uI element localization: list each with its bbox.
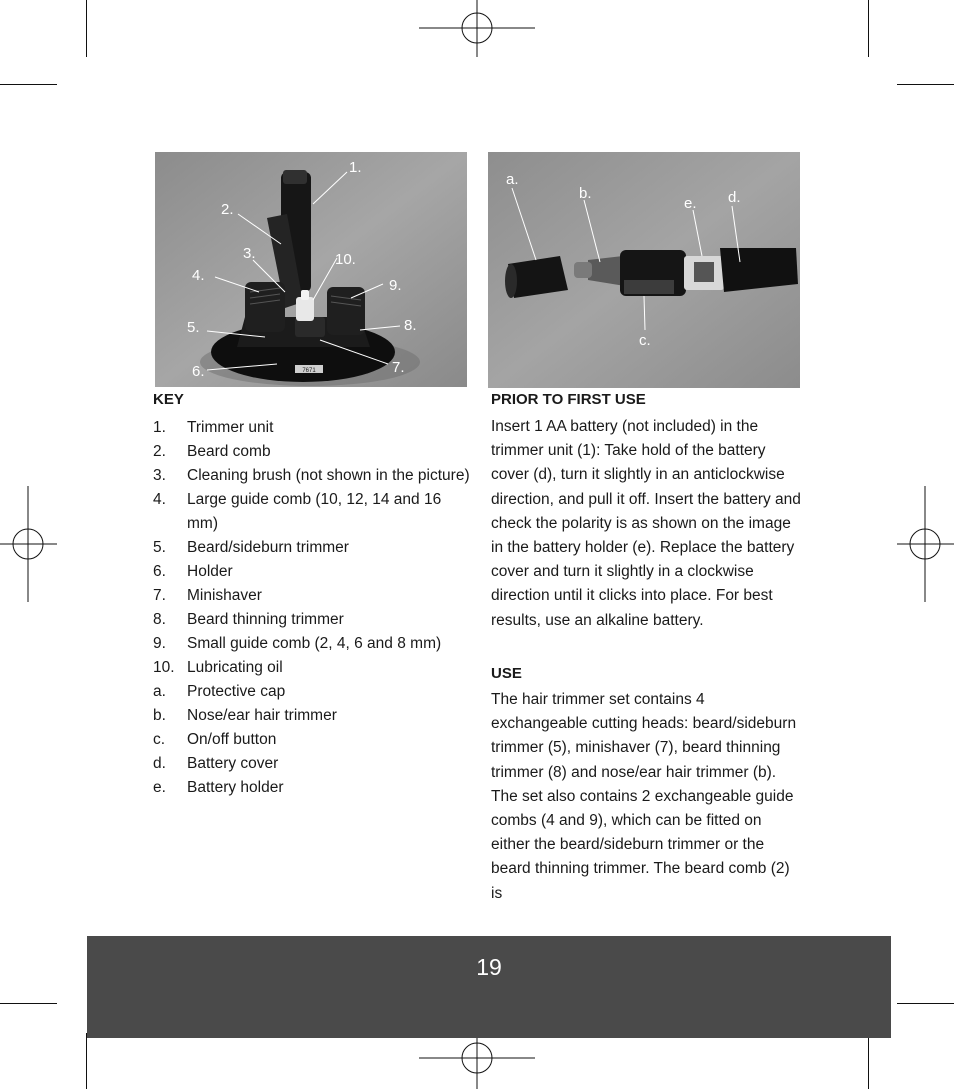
- item-text: Trimmer unit: [187, 419, 274, 436]
- list-item: [153, 584, 473, 608]
- label-10: 10.: [335, 251, 356, 268]
- registration-mark: [417, 1030, 537, 1089]
- list-item: [153, 416, 473, 440]
- list-item: [153, 680, 473, 704]
- item-text: On/off button: [187, 731, 277, 748]
- item-number: 7.: [153, 587, 166, 604]
- item-text: Beard thinning trimmer: [187, 611, 344, 628]
- label-2: 2.: [221, 201, 234, 218]
- item-text: Lubricating oil: [187, 659, 283, 676]
- label-7: 7.: [392, 359, 405, 376]
- label-b: b.: [579, 185, 592, 202]
- list-item: [153, 608, 473, 632]
- label-9: 9.: [389, 277, 402, 294]
- list-item: [153, 776, 473, 800]
- label-6: 6.: [192, 363, 205, 380]
- nose-trimmer-photo: [488, 152, 800, 388]
- label-c: c.: [639, 332, 651, 349]
- list-item: [153, 656, 473, 680]
- item-number: 8.: [153, 611, 166, 628]
- registration-mark: [0, 486, 57, 602]
- item-text: Large guide comb (10, 12, 14 and 16 mm): [187, 491, 442, 532]
- label-d: d.: [728, 189, 741, 206]
- item-text: Cleaning brush (not shown in the picture): [187, 467, 470, 484]
- crop-mark: [868, 0, 869, 57]
- item-number: 4.: [153, 491, 166, 508]
- item-text: Nose/ear hair trimmer: [187, 707, 337, 724]
- crop-mark: [868, 1033, 869, 1089]
- key-heading: KEY: [153, 391, 184, 408]
- label-3: 3.: [243, 245, 256, 262]
- item-text: Protective cap: [187, 683, 286, 700]
- registration-mark: [417, 0, 537, 57]
- label-4: 4.: [192, 267, 205, 284]
- label-a: a.: [506, 171, 519, 188]
- crop-mark: [86, 1033, 87, 1089]
- item-number: 3.: [153, 467, 166, 484]
- label-1: 1.: [349, 159, 362, 176]
- item-number: 10.: [153, 659, 175, 676]
- crop-mark: [897, 84, 954, 85]
- label-8: 8.: [404, 317, 417, 334]
- item-number: 2.: [153, 443, 166, 460]
- crop-mark: [897, 1003, 954, 1004]
- prior-heading: PRIOR TO FIRST USE: [491, 391, 646, 408]
- use-paragraph: The hair trimmer set contains 4 exchangeable cutting heads: beard/sideburn trimmer (5), minishaver (7), beard thinning trimmer (8) and nose/ear hair trimmer (b). The set also contains 2 exchangeable guide combs (4 and 9), which can be fitted on either the beard/sideburn trimmer or the beard thinning trimmer. The beard comb (2) is: [491, 691, 797, 902]
- list-item: [153, 752, 473, 776]
- use-heading: USE: [491, 665, 522, 682]
- item-text: Battery cover: [187, 755, 279, 772]
- crop-mark: [0, 1003, 57, 1004]
- item-number: 5.: [153, 539, 166, 556]
- item-number: 9.: [153, 635, 166, 652]
- item-text: Minishaver: [187, 587, 262, 604]
- item-number: 6.: [153, 563, 166, 580]
- item-number: b.: [153, 707, 166, 724]
- item-number: 1.: [153, 419, 166, 436]
- label-e: e.: [684, 195, 697, 212]
- list-item: [153, 464, 473, 488]
- item-number: e.: [153, 779, 166, 796]
- page-number: 19: [476, 954, 502, 980]
- page-footer: [87, 936, 891, 1038]
- crop-mark: [0, 84, 57, 85]
- item-text: Battery holder: [187, 779, 284, 796]
- list-item: [153, 632, 473, 656]
- item-number: a.: [153, 683, 166, 700]
- registration-mark: [897, 486, 954, 602]
- key-list: [153, 416, 473, 800]
- crop-mark: [86, 0, 87, 57]
- item-text: Holder: [187, 563, 233, 580]
- item-text: Small guide comb (2, 4, 6 and 8 mm): [187, 635, 442, 652]
- list-item: [153, 440, 473, 464]
- item-text: Beard/sideburn trimmer: [187, 539, 349, 556]
- list-item: [153, 704, 473, 728]
- prior-paragraph: Insert 1 AA battery (not included) in the trimmer unit (1): Take hold of the battery cover (d), turn it slightly in an anticlockwise direction, and pull it off. Insert the battery and check the polarity is as shown on the image in the battery holder (e). Replace the battery cover and turn it slightly in a clockwise direction until it clicks into place. For best results, use an alkaline battery.: [491, 418, 801, 629]
- item-text: Beard comb: [187, 443, 271, 460]
- item-number: d.: [153, 755, 166, 772]
- holder-label: 7671: [302, 368, 316, 374]
- list-item: [153, 536, 473, 560]
- list-item: [153, 560, 473, 584]
- label-5: 5.: [187, 319, 200, 336]
- list-item: [153, 488, 473, 536]
- list-item: [153, 728, 473, 752]
- trimmer-set-photo: [155, 152, 467, 387]
- item-number: c.: [153, 731, 166, 748]
